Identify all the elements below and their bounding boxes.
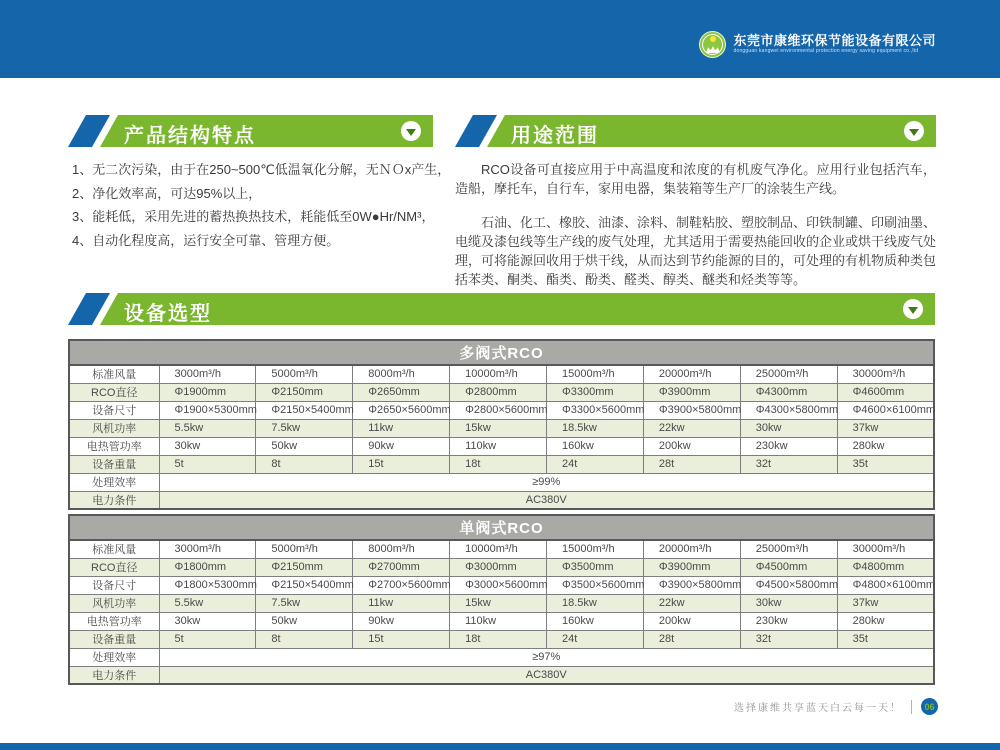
bottom-accent-bar [0,743,1000,750]
company-name-en: dongguan kangwei environmental protection energy saving equipment co.,ltd [733,48,919,54]
cell-value: Φ2650mm [353,383,450,401]
cell-span-value: AC380V [159,666,934,684]
cell-value: Φ2150×5400mm [256,401,353,419]
cell-value: 24t [547,455,644,473]
row-label: 电力条件 [69,666,159,684]
row-label: 标准风量 [69,365,159,383]
table-row [69,576,934,594]
cell-value: 30000m³/h [837,365,934,383]
cell-value: 3000m³/h [159,540,256,558]
cell-value: 8000m³/h [353,365,450,383]
cell-value: Φ3900mm [643,383,740,401]
cell-value: Φ3900×5800mm [643,401,740,419]
cell-value: 37kw [837,594,934,612]
cell-value: 50kw [256,437,353,455]
table-row [69,473,934,491]
cell-value: Φ3300×5600mm [547,401,644,419]
cell-value: 3000m³/h [159,365,256,383]
cell-value: 15kw [450,594,547,612]
cell-value: 5t [159,630,256,648]
cell-value: Φ3500mm [547,558,644,576]
row-label: 设备尺寸 [69,401,159,419]
cell-value: 110kw [450,437,547,455]
applications-paragraph: 石油、化工、橡胶、油漆、涂料、制鞋粘胶、塑胶制品、印铁制罐、印刷油墨、电缆及漆包线等生产线的废气处理，尤其适用于需要热能回收的企业或烘干线废气处理，可将能源回收用于烘干线，从而达到节约能源的目的，可处理的有机物质种类包括苯类、酮类、酯类、酚类、醛类、醇类、醚类和烃类等等。 [455,215,937,287]
cell-value: 280kw [837,612,934,630]
table-row [69,437,934,455]
cell-value: 160kw [547,612,644,630]
table-row [69,455,934,473]
spec-table-1 [68,339,935,510]
chevron-down-icon [903,299,923,319]
table-row [69,419,934,437]
cell-value: Φ2650×5600mm [353,401,450,419]
cell-value: 200kw [643,612,740,630]
row-label: 设备重量 [69,455,159,473]
table-row [69,491,934,509]
section-title-selection: 设备选型 [124,303,212,325]
table-row [69,648,934,666]
cell-value: Φ2150mm [256,558,353,576]
footer-divider [911,700,912,714]
cell-value: 5.5kw [159,419,256,437]
cell-value: 18t [450,455,547,473]
cell-value: 18t [450,630,547,648]
section-header-applications [455,115,936,147]
cell-value: 8t [256,630,353,648]
row-label: 处理效率 [69,473,159,491]
row-label: 设备重量 [69,630,159,648]
spec-table-2 [68,514,935,685]
cell-value: Φ2800mm [450,383,547,401]
table-title-row [69,340,934,365]
cell-value: 20000m³/h [643,365,740,383]
cell-value: Φ2700×5600mm [353,576,450,594]
cell-value: Φ1900×5300mm [159,401,256,419]
cell-value: 15kw [450,419,547,437]
cell-value: Φ4300×5800mm [740,401,837,419]
section-title-applications: 用途范围 [511,125,599,147]
row-label: 电热管功率 [69,612,159,630]
cell-value: 10000m³/h [450,540,547,558]
cell-value: 10000m³/h [450,365,547,383]
cell-value: Φ3000mm [450,558,547,576]
cell-value: 20000m³/h [643,540,740,558]
cell-value: Φ1900mm [159,383,256,401]
applications-text [455,160,936,289]
cell-value: 15000m³/h [547,365,644,383]
cell-value: 5.5kw [159,594,256,612]
row-label: RCO直径 [69,383,159,401]
logo-sun-icon [710,36,716,42]
cell-value: 28t [643,630,740,648]
cell-value: 7.5kw [256,594,353,612]
table-row [69,666,934,684]
cell-value: Φ4600×6100mm [837,401,934,419]
cell-value: 22kw [643,594,740,612]
features-list [72,158,451,252]
cell-value: Φ4300mm [740,383,837,401]
feature-item: 4、自动化程度高，运行安全可靠、管理方便。 [72,232,340,248]
brand [699,31,936,58]
cell-span-value: AC380V [159,491,934,509]
cell-value: Φ3500×5600mm [547,576,644,594]
cell-value: 25000m³/h [740,365,837,383]
table-row [69,558,934,576]
page-number-badge: 06 [921,698,938,715]
cell-value: 90kw [353,612,450,630]
cell-value: 18.5kw [547,594,644,612]
cell-value: 110kw [450,612,547,630]
cell-value: Φ3900×5800mm [643,576,740,594]
cell-value: 30kw [159,437,256,455]
table-row [69,540,934,558]
cell-value: Φ1800mm [159,558,256,576]
brand-text [733,34,936,55]
table-row [69,383,934,401]
cell-value: Φ2700mm [353,558,450,576]
table-row [69,612,934,630]
cell-value: 280kw [837,437,934,455]
cell-span-value: ≥97% [159,648,934,666]
cell-value: 22kw [643,419,740,437]
cell-value: 30000m³/h [837,540,934,558]
section-header-selection [68,293,935,325]
section-title-features: 产品结构特点 [124,125,256,147]
company-logo-icon [699,31,726,58]
row-label: 标准风量 [69,540,159,558]
cell-value: Φ2150×5400mm [256,576,353,594]
cell-value: Φ2150mm [256,383,353,401]
header-bar [0,0,1000,78]
row-label: 处理效率 [69,648,159,666]
table-row [69,365,934,383]
cell-value: Φ3000×5600mm [450,576,547,594]
chevron-down-icon [904,121,924,141]
table-row [69,630,934,648]
table-title: 单阀式RCO [69,515,934,540]
applications-paragraph: RCO设备可直接应用于中高温度和浓度的有机废气净化。应用行业包括汽车，造船，摩托车，自行车，家用电器，集装箱等生产厂的涂装生产线。 [455,162,936,196]
cell-value: 11kw [353,419,450,437]
cell-value: Φ4500×5800mm [740,576,837,594]
cell-value: 8t [256,455,353,473]
cell-value: Φ2800×5600mm [450,401,547,419]
cell-value: 30kw [740,594,837,612]
cell-value: 90kw [353,437,450,455]
cell-value: Φ1800×5300mm [159,576,256,594]
row-label: 风机功率 [69,419,159,437]
cell-value: 11kw [353,594,450,612]
row-label: 电力条件 [69,491,159,509]
cell-value: Φ3900mm [643,558,740,576]
cell-value: 5t [159,455,256,473]
cell-value: 160kw [547,437,644,455]
cell-value: 35t [837,630,934,648]
footer-slogan: 选择康维共享蓝天白云每一天！ [734,703,902,714]
row-label: 风机功率 [69,594,159,612]
chevron-down-icon [401,121,421,141]
table-row [69,401,934,419]
cell-value: 24t [547,630,644,648]
table-row [69,594,934,612]
cell-value: Φ4500mm [740,558,837,576]
cell-value: 5000m³/h [256,365,353,383]
cell-value: 15t [353,455,450,473]
section-header-features [68,115,433,147]
cell-value: 15000m³/h [547,540,644,558]
row-label: 设备尺寸 [69,576,159,594]
cell-value: 5000m³/h [256,540,353,558]
cell-value: 35t [837,455,934,473]
table-title: 多阀式RCO [69,340,934,365]
cell-value: 15t [353,630,450,648]
tables-container [68,339,935,685]
cell-value: 30kw [159,612,256,630]
cell-value: 30kw [740,419,837,437]
cell-value: 7.5kw [256,419,353,437]
cell-value: 8000m³/h [353,540,450,558]
cell-value: 25000m³/h [740,540,837,558]
cell-value: 18.5kw [547,419,644,437]
cell-value: 50kw [256,612,353,630]
cell-value: 32t [740,630,837,648]
row-label: RCO直径 [69,558,159,576]
footer [734,698,938,715]
cell-value: 32t [740,455,837,473]
feature-item: 3、能耗低，采用先进的蓄热换热技术，耗能低至0W●Hr/NM³， [72,209,435,224]
feature-item: 2、净化效率高，可达95%以上， [72,185,262,201]
cell-value: 230kw [740,437,837,455]
feature-item: 1、无二次污染，由于在250~500℃低温氧化分解，无ＮＯx产生， [72,162,451,177]
cell-span-value: ≥99% [159,473,934,491]
company-name: 东莞市康维环保节能设备有限公司 [733,33,936,48]
cell-value: 28t [643,455,740,473]
cell-value: 37kw [837,419,934,437]
cell-value: 230kw [740,612,837,630]
cell-value: Φ4600mm [837,383,934,401]
row-label: 电热管功率 [69,437,159,455]
cell-value: Φ4800mm [837,558,934,576]
table-title-row [69,515,934,540]
cell-value: Φ3300mm [547,383,644,401]
cell-value: Φ4800×6100mm [837,576,934,594]
cell-value: 200kw [643,437,740,455]
